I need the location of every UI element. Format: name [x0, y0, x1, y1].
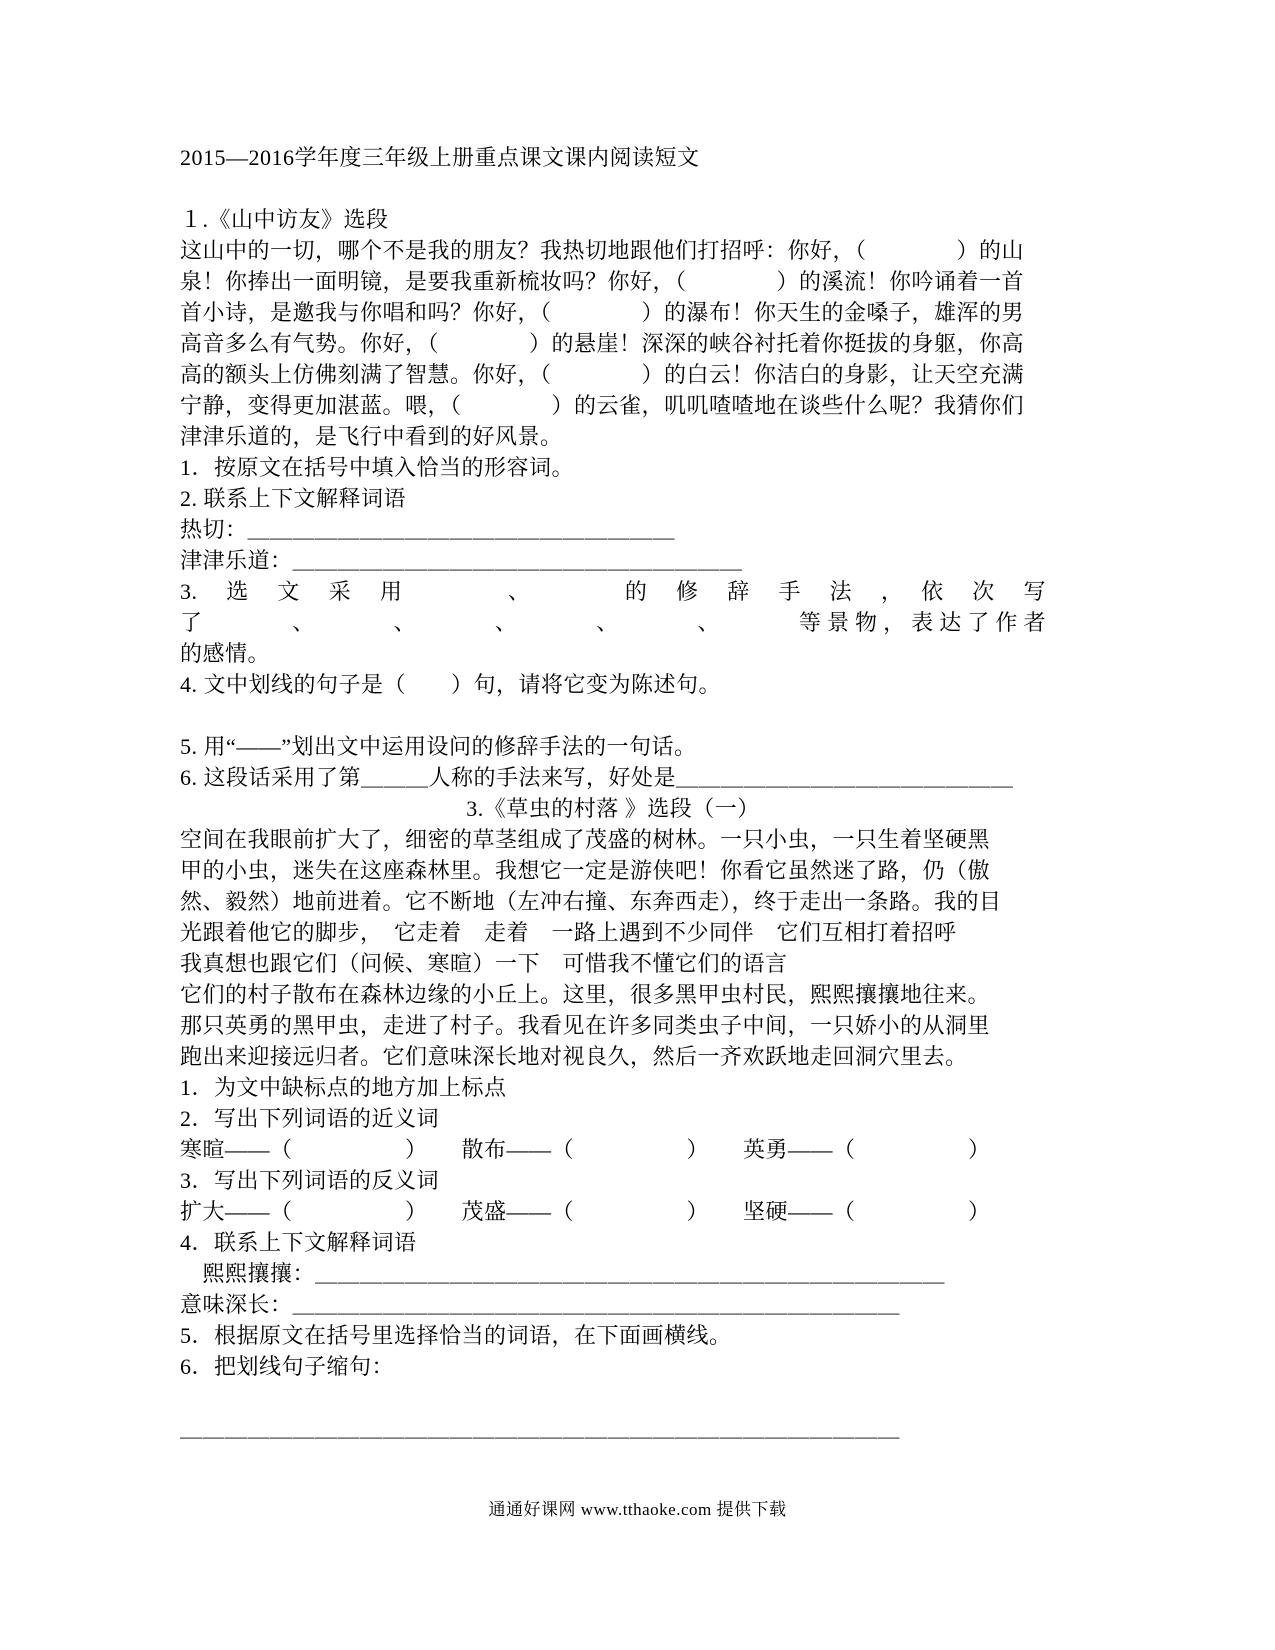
section2-heading: 3.《草虫的村落 》选段（一）	[466, 796, 760, 821]
blank-line	[180, 173, 1046, 204]
passage1-line-2: 泉！你捧出一面明镜，是要我重新梳妆吗？你好，（ ）的溪流！你吟诵着一首	[180, 269, 1025, 294]
section2-question-5: 5．根据原文在括号里选择恰当的词语，在下面画横线。	[180, 1323, 732, 1348]
section1-heading: １.《山中访友》选段	[180, 207, 389, 232]
passage2-line-8: 跑出来迎接远归者。它们意味深长地对视良久，然后一齐欢跃地走回洞穴里去。	[180, 1044, 968, 1069]
section1-question-4: 4. 文中划线的句子是（ ）句，请将它变为陈述句。	[180, 672, 722, 697]
document-body	[180, 142, 1046, 1444]
passage2-line-7: 那只英勇的黑甲虫，走进了村子。我看见在许多同类虫子中间，一只娇小的从洞里	[180, 1013, 991, 1038]
section1-question-6: 6. 这段话采用了第＿＿＿人称的手法来写，好处是＿＿＿＿＿＿＿＿＿＿＿＿＿＿＿	[180, 765, 1014, 790]
passage1-line-7: 津津乐道的，是飞行中看到的好风景。	[180, 424, 563, 449]
page-footer: 通通好课网 www.tthaoke.com 提供下载	[488, 1500, 787, 1519]
section2-question-2: 2．写出下列词语的近义词	[180, 1106, 440, 1131]
passage2-line-2: 甲的小虫，迷失在这座森林里。我想它一定是游侠吧！你看它虽然迷了路，仍（傲	[180, 858, 991, 883]
passage1-line-5: 高的额头上仿佛刻满了智慧。你好，（ ）的白云！你洁白的身影，让天空充满	[180, 362, 1025, 387]
section2-question-6: 6．把划线句子缩句：	[180, 1354, 395, 1379]
section1-blank-jinjinledao: 津津乐道：＿＿＿＿＿＿＿＿＿＿＿＿＿＿＿＿＿＿＿＿	[180, 548, 743, 573]
section1-question-1: 1．按原文在括号中填入恰当的形容词。	[180, 455, 575, 480]
passage2-line-1: 空间在我眼前扩大了，细密的草茎组成了茂盛的树林。一只小虫，一只生着坚硬黑	[180, 827, 991, 852]
passage1-line-1: 这山中的一切，哪个不是我的朋友？我热切地跟他们打招呼：你好，（ ）的山	[180, 238, 1025, 263]
blank-line	[180, 700, 1046, 731]
section1-blank-reqie: 热切：＿＿＿＿＿＿＿＿＿＿＿＿＿＿＿＿＿＿＿	[180, 517, 676, 542]
passage1-line-3: 首小诗，是邀我与你唱和吗？你好，（ ）的瀑布！你天生的金嗓子，雄浑的男	[180, 300, 1025, 325]
section2-question-1: 1．为文中缺标点的地方加上标点	[180, 1075, 507, 1100]
section2-blank-yiweishenchang: 意味深长：＿＿＿＿＿＿＿＿＿＿＿＿＿＿＿＿＿＿＿＿＿＿＿＿＿＿＿	[180, 1292, 901, 1317]
section1-question-3-line-2: 了 、 、 、 、 、 等景物，表达了作者	[180, 610, 1046, 635]
section2-antonyms-row: 扩大——（ ） 茂盛——（ ） 坚硬——（ ）	[180, 1199, 991, 1224]
blank-line	[180, 1382, 1046, 1413]
passage2-line-3: 然、毅然）地前进着。它不断地（左冲右撞、东奔西走），终于走出一条路。我的目	[180, 889, 1002, 914]
section1-question-3-line-3: 的感情。	[180, 641, 271, 666]
section1-question-5: 5. 用“——”划出文中运用设问的修辞手法的一句话。	[180, 734, 697, 759]
section1-question-3-line-1: 3. 选 文 采 用 、 的 修 辞 手 法 ， 依 次 写	[180, 579, 1046, 604]
section1-question-2: 2. 联系上下文解释词语	[180, 486, 407, 511]
passage1-line-6: 宁静，变得更加湛蓝。喂，（ ）的云雀，叽叽喳喳地在谈些什么呢？我猜你们	[180, 393, 1025, 418]
section2-blank-xixirangrang: 熙熙攘攘：＿＿＿＿＿＿＿＿＿＿＿＿＿＿＿＿＿＿＿＿＿＿＿＿＿＿＿＿	[180, 1261, 946, 1286]
passage2-line-6: 它们的村子散布在森林边缘的小丘上。这里，很多黑甲虫村民，熙熙攘攘地往来。	[180, 982, 991, 1007]
passage2-line-5: 我真想也跟它们（问候、寒暄）一下 可惜我不懂它们的语言	[180, 951, 788, 976]
section2-synonyms-row: 寒暄——（ ） 散布——（ ） 英勇——（ ）	[180, 1137, 991, 1162]
document-title: 2015—2016学年度三年级上册重点课文课内阅读短文	[180, 145, 700, 170]
section2-question-3: 3．写出下列词语的反义词	[180, 1168, 440, 1193]
passage1-line-4: 高音多么有气势。你好，（ ）的悬崖！深深的峡谷衬托着你挺拔的身躯，你高	[180, 331, 1025, 356]
passage2-line-4: 光跟着他它的脚步， 它走着 走着 一路上遇到不少同伴 它们互相打着招呼	[180, 920, 957, 945]
section2-final-answer-blank: ＿＿＿＿＿＿＿＿＿＿＿＿＿＿＿＿＿＿＿＿＿＿＿＿＿＿＿＿＿＿＿＿	[180, 1416, 901, 1441]
section2-question-4: 4．联系上下文解释词语	[180, 1230, 417, 1255]
